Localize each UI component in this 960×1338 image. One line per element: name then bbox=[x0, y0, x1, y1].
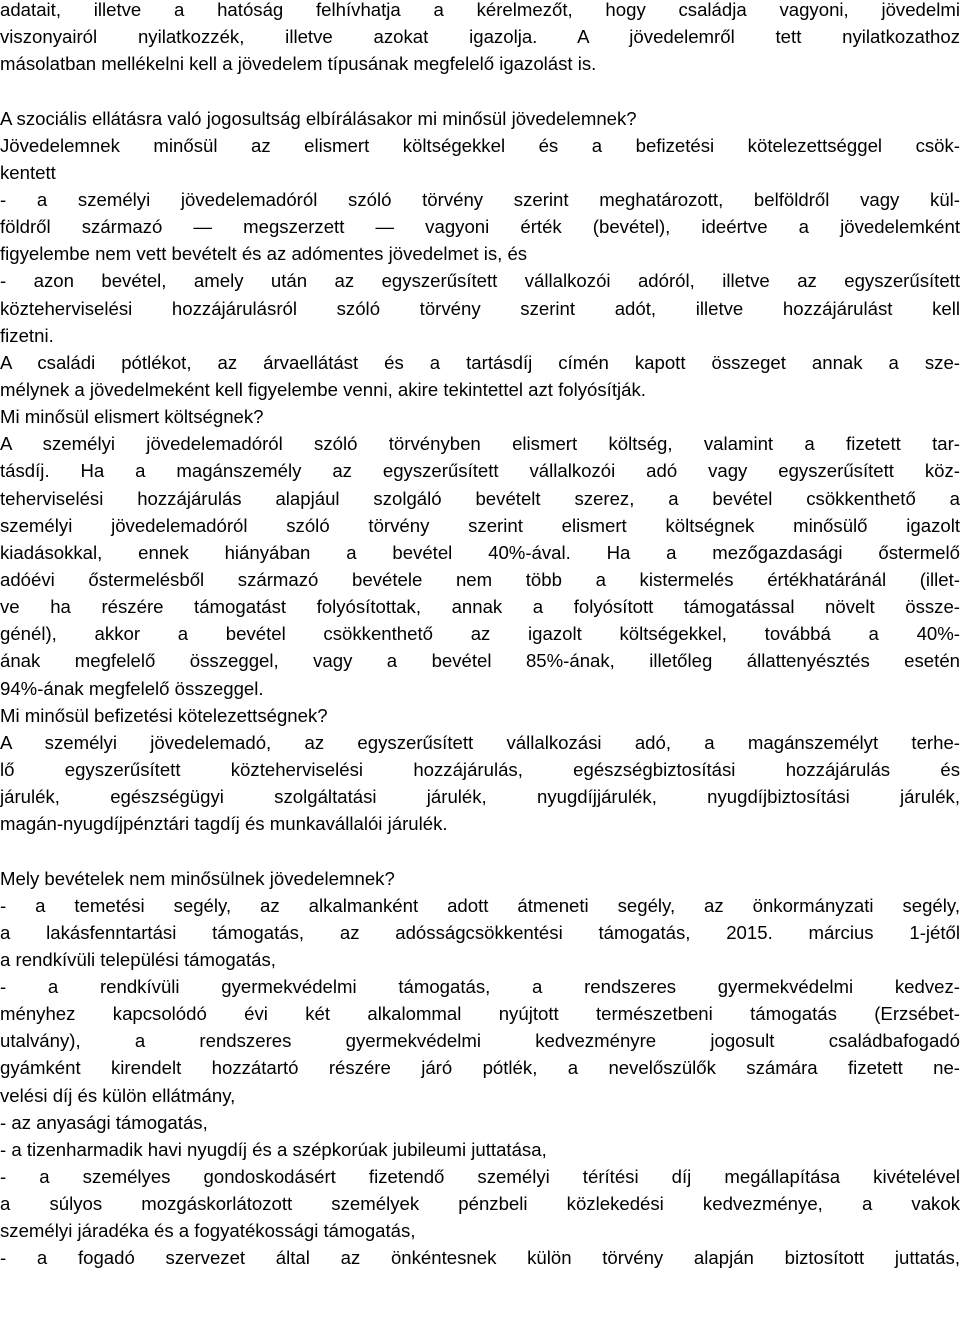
text-line: a rendkívüli települési támogatás, bbox=[0, 948, 276, 970]
text-line: - a rendkívüli gyermekvédelmi támogatás, a rendszeres gyermekvédelmi kedvez- bbox=[0, 976, 960, 998]
text-line: tásdíj. Ha a magánszemély az egyszerűsített vállalkozói adó vagy egyszerűsített köz- bbox=[0, 460, 960, 482]
text-line: járulék, egészségügyi szolgáltatási járulék, nyugdíjjárulék, nyugdíjbiztosítási járulék, bbox=[0, 786, 960, 808]
text-line: ának megfelelő összeggel, vagy a bevétel 85%-ának, illetőleg állattenyésztés esetén bbox=[0, 650, 960, 672]
text-line: kiadásokkal, ennek hiányában a bevétel 40%-ával. Ha a mezőgazdasági őstermelő bbox=[0, 541, 960, 563]
text-line: génél), akkor a bevétel csökkenthető az igazolt költségekkel, továbbá a 40%- bbox=[0, 623, 960, 645]
text-line: - az anyasági támogatás, bbox=[0, 1111, 208, 1133]
text-line: a lakásfenntartási támogatás, az adósságcsökkentési támogatás, 2015. március 1-jétől bbox=[0, 921, 960, 943]
text-line: utalvány), a rendszeres gyermekvédelmi kedvezményre jogosult családbafogadó bbox=[0, 1030, 960, 1052]
text-line: Mi minősül befizetési kötelezettségnek? bbox=[0, 704, 328, 726]
text-line: 94%-ának megfelelő összeggel. bbox=[0, 677, 264, 699]
text-line: - a személyes gondoskodásért fizetendő személyi térítési díj megállapítása kivételével bbox=[0, 1166, 960, 1188]
text-line: lő egyszerűsített közteherviselési hozzájárulás, egészségbiztosítási hozzájárulás és bbox=[0, 758, 960, 780]
text-line: ményhez kapcsolódó évi két alkalommal nyújtott természetbeni támogatás (Erzsébet- bbox=[0, 1003, 960, 1025]
text-line: fizetni. bbox=[0, 324, 54, 346]
text-line: A szociális ellátásra való jogosultság elbírálásakor mi minősül jövedelemnek? bbox=[0, 107, 637, 129]
paragraph-gap bbox=[0, 837, 960, 864]
text-line: személyi járadéka és a fogyatékossági támogatás, bbox=[0, 1220, 416, 1242]
text-line: a súlyos mozgáskorlátozott személyek pénzbeli közlekedési kedvezménye, a vakok bbox=[0, 1193, 960, 1215]
text-line: személyi jövedelemadóról szóló törvény szerint elismert költségnek minősülő igazolt bbox=[0, 514, 960, 536]
text-line: Jövedelemnek minősül az elismert költségekkel és a befizetési kötelezettséggel csök- bbox=[0, 134, 960, 156]
text-line: magán-nyugdíjpénztári tagdíj és munkavállalói járulék. bbox=[0, 813, 448, 835]
text-line: A személyi jövedelemadóról szóló törvényben elismert költség, valamint a fizetett tar- bbox=[0, 433, 960, 455]
text-line: - a fogadó szervezet által az önkéntesnek külön törvény alapján biztosított juttatás, bbox=[0, 1247, 960, 1269]
paragraph bbox=[0, 865, 960, 1272]
text-line: földről származó — megszerzett — vagyoni érték (bevétel), ideértve a jövedelemként bbox=[0, 216, 960, 238]
text-line: velési díj és külön ellátmány, bbox=[0, 1084, 236, 1106]
text-line: - a tizenharmadik havi nyugdíj és a szépkorúak jubileumi juttatása, bbox=[0, 1138, 547, 1160]
text-line: gyámként kirendelt hozzátartó részére járó pótlék, a nevelőszülők számára fizetett ne- bbox=[0, 1057, 960, 1079]
text-line: ve ha részére támogatást folyósítottak, annak a folyósított támogatással növelt össze- bbox=[0, 596, 960, 618]
text-line: közteherviselési hozzájárulásról szóló törvény szerint adót, illetve hozzájárulást kell bbox=[0, 297, 960, 319]
text-line: - a temetési segély, az alkalmanként adott átmeneti segély, az önkormányzati segély, bbox=[0, 894, 960, 916]
text-line: - a személyi jövedelemadóról szóló törvény szerint meghatározott, belföldről vagy kül- bbox=[0, 188, 960, 210]
text-line: A személyi jövedelemadó, az egyszerűsített vállalkozási adó, a magánszemélyt terhe- bbox=[0, 731, 960, 753]
text-line: viszonyairól nyilatkozzék, illetve azokat igazolja. A jövedelemről tett nyilatkozathoz bbox=[0, 26, 960, 48]
text-line: - azon bevétel, amely után az egyszerűsített vállalkozói adóról, illetve az egyszerűsített bbox=[0, 270, 960, 292]
text-line: teherviselési hozzájárulás alapjául szolgáló bevételt szerez, a bevétel csökkenthető a bbox=[0, 487, 960, 509]
text-line: mélynek a jövedelmeként kell figyelembe venni, akire tekintettel azt folyósítják. bbox=[0, 378, 646, 400]
paragraph-gap bbox=[0, 77, 960, 104]
paragraph bbox=[0, 0, 960, 77]
paragraph bbox=[0, 105, 960, 838]
text-line: kentett bbox=[0, 161, 56, 183]
text-line: adóévi őstermelésből származó bevétele nem több a kistermelés értékhatáránál (illet- bbox=[0, 568, 960, 590]
text-line: Mi minősül elismert költségnek? bbox=[0, 406, 264, 428]
text-line: figyelembe nem vett bevételt és az adómentes jövedelmet is, és bbox=[0, 243, 528, 265]
text-line: másolatban mellékelni kell a jövedelem típusának megfelelő igazolást is. bbox=[0, 53, 597, 75]
text-line: A családi pótlékot, az árvaellátást és a tartásdíj címén kapott összeget annak a sze- bbox=[0, 351, 960, 373]
text-line: adatait, illetve a hatóság felhívhatja a kérelmezőt, hogy családja vagyoni, jövedelmi bbox=[0, 0, 960, 20]
text-line: Mely bevételek nem minősülnek jövedelemnek? bbox=[0, 867, 395, 889]
